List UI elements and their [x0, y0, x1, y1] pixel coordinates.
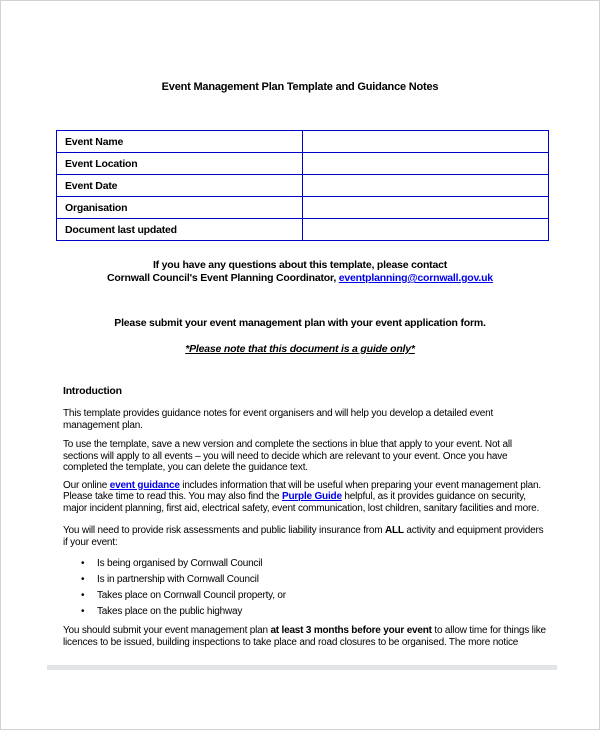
- para5-text: to allow time for things like licences to be issued, building inspections to take place and road closures to be organised. The more notice: [63, 625, 546, 648]
- para4-text: activity and equipment providers if your event:: [63, 525, 544, 548]
- bullet-icon: •: [81, 558, 85, 569]
- list-item: [81, 588, 549, 604]
- event-guidance-link[interactable]: event guidance: [109, 479, 180, 491]
- guide-only-note-text: *Please note that this document is a guide only*: [185, 343, 415, 355]
- para3-text: helpful, as it provides guidance on security, major incident planning, first aid, electrical safety, event communication, lost children, sanitary facilities and more.: [63, 491, 540, 514]
- list-item-text: Takes place on the public highway: [97, 606, 243, 617]
- table-row: [57, 219, 549, 241]
- intro-paragraph-4: [63, 525, 549, 548]
- list-item-text: Is being organised by Cornwall Council: [97, 558, 263, 569]
- table-row: [57, 197, 549, 219]
- table-row: [57, 131, 549, 153]
- intro-paragraph-5: [63, 625, 549, 648]
- intro-paragraph-1: This template provides guidance notes for event organisers and will help you develop a detailed event management plan.: [63, 408, 494, 431]
- list-item-text: Takes place on Cornwall Council property, or: [97, 590, 286, 601]
- row-value-organisation[interactable]: [302, 197, 548, 219]
- purple-guide-link[interactable]: Purple Guide: [281, 491, 342, 502]
- row-value-event-location[interactable]: [302, 153, 548, 175]
- list-item: [81, 572, 549, 588]
- list-item-text: Is in partnership with Cornwall Council: [97, 574, 259, 585]
- cutoff-text-band: [47, 665, 557, 670]
- para4-text: You will need to provide risk assessments and public liability insurance from: [63, 525, 385, 536]
- para5-bold-text: at least 3 months before your event: [270, 625, 432, 636]
- table-row: [57, 175, 549, 197]
- guide-only-note: [1, 343, 599, 356]
- row-value-document-last-updated[interactable]: [302, 219, 548, 241]
- row-value-event-name[interactable]: [302, 131, 548, 153]
- bullet-icon: •: [81, 606, 85, 617]
- bullet-icon: •: [81, 590, 85, 601]
- event-criteria-list: [81, 556, 549, 620]
- contact-line1: If you have any questions about this template, please contact: [152, 259, 448, 271]
- contact-note: [1, 259, 599, 285]
- table-row: [57, 153, 549, 175]
- email-link[interactable]: eventplanning@cornwall.gov.uk: [338, 272, 493, 284]
- para5-text: You should submit your event management plan: [63, 625, 271, 636]
- intro-paragraph-2: To use the template, save a new version and complete the sections in blue that apply to your event. Not all sections will apply to all events – you will need to decide which are relevant to your event. Once you have completed the template, you can delete the guidance text.: [63, 439, 512, 473]
- para3-text: Our online: [63, 479, 110, 491]
- bullet-icon: •: [81, 574, 85, 585]
- submission-note: Please submit your event management plan with your event application form.: [114, 317, 486, 329]
- event-info-table: [56, 130, 549, 241]
- row-label-organisation: Organisation: [57, 197, 303, 219]
- list-item: [81, 556, 549, 572]
- intro-paragraph-3: [63, 480, 549, 515]
- row-label-document-last-updated: Document last updated: [57, 219, 303, 241]
- document-title: Event Management Plan Template and Guidance Notes: [161, 81, 439, 93]
- list-item: [81, 604, 549, 620]
- introduction-heading: Introduction: [63, 385, 122, 397]
- contact-line2-prefix: Cornwall Council's Event Planning Coordinator,: [107, 272, 339, 284]
- para4-bold-text: ALL: [384, 525, 404, 536]
- row-label-event-location: Event Location: [57, 153, 303, 175]
- row-label-event-date: Event Date: [57, 175, 303, 197]
- row-label-event-name: Event Name: [57, 131, 303, 153]
- para3-text: includes information that will be useful when preparing your event management plan. Please take time to read this. You may also find the: [63, 479, 541, 502]
- row-value-event-date[interactable]: [302, 175, 548, 197]
